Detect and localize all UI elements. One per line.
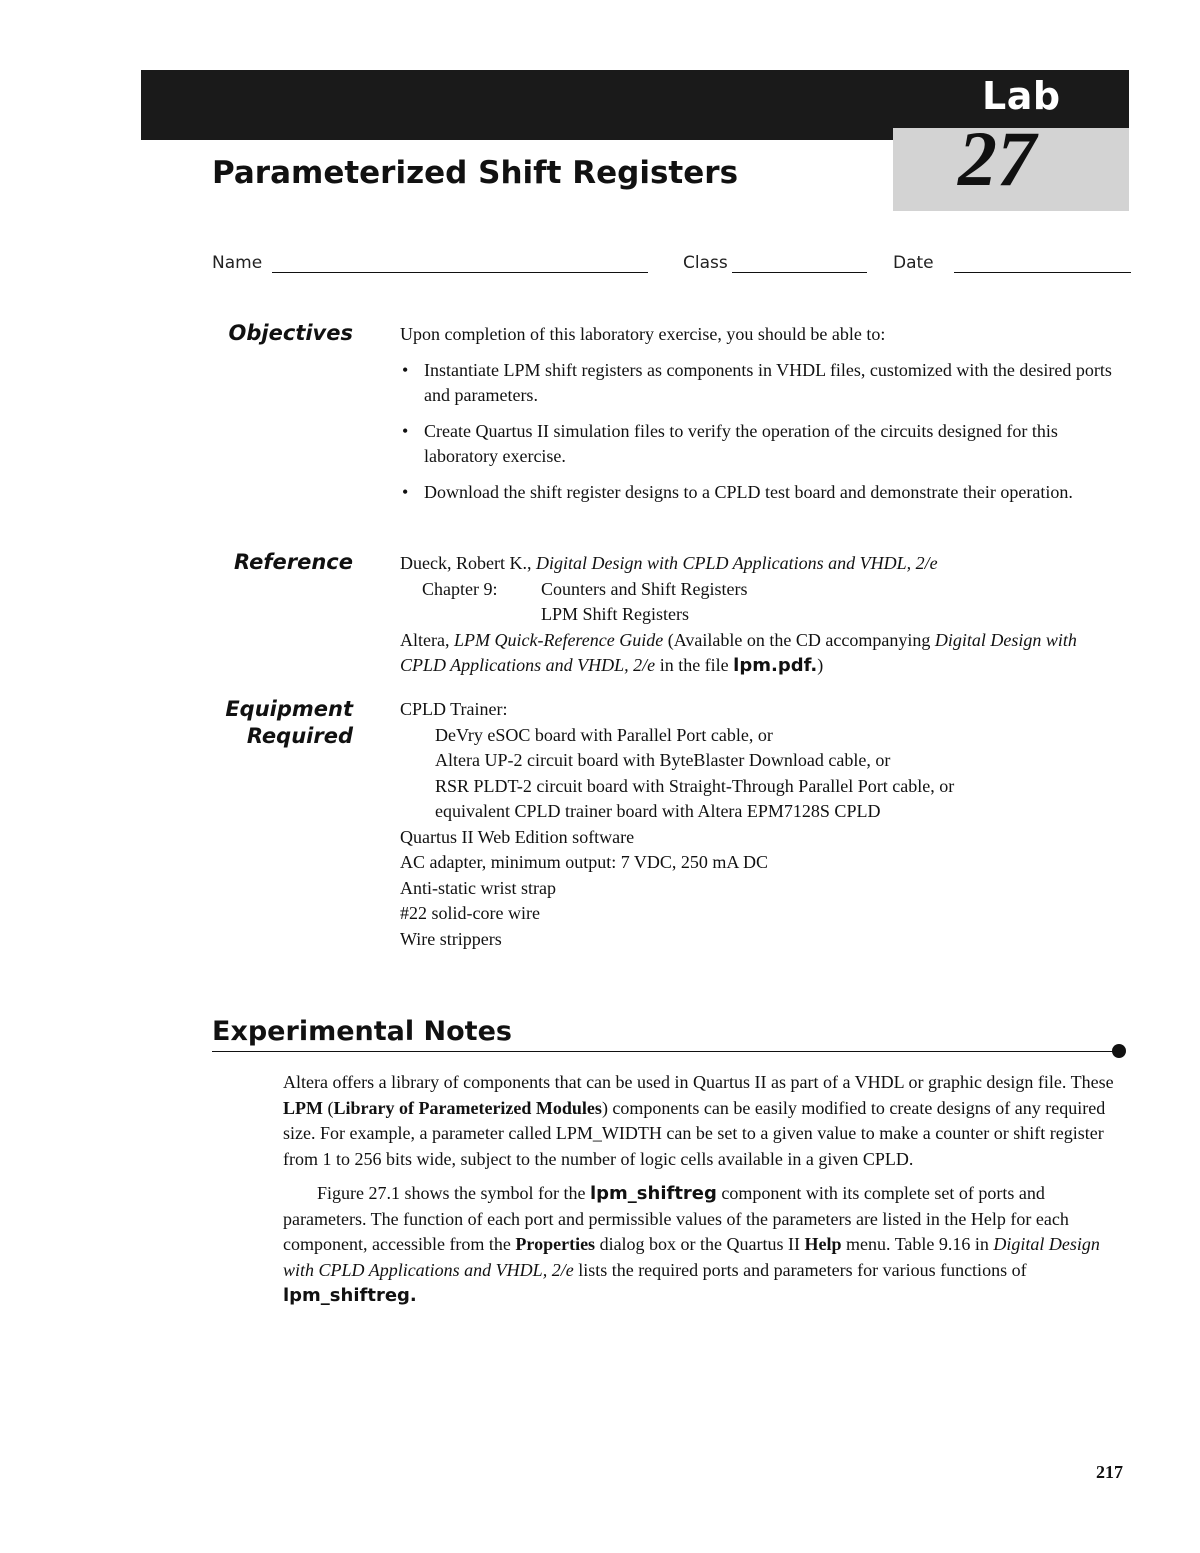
class-label: Class [683, 253, 728, 273]
experimental-notes-body [283, 1070, 1123, 1318]
lab-label: Lab [982, 74, 1061, 118]
equipment-item: Quartus II Web Edition software [400, 826, 635, 847]
trainer-heading: CPLD Trainer: [400, 699, 508, 719]
reference-book-line: Dueck, Robert K., Digital Design with CPLD Applications and VHDL, 2/e [400, 553, 938, 573]
objectives-section [400, 322, 1120, 505]
date-field-line[interactable] [954, 272, 1131, 273]
objectives-intro: Upon completion of this laboratory exercise, you should be able to: [400, 324, 886, 344]
section-heading: Experimental Notes [212, 1016, 512, 1047]
objective-item: • Download the shift register designs to a CPLD test board and demonstrate their operation. [402, 481, 1073, 502]
objectives-label: Objectives [228, 321, 353, 345]
equipment-section [400, 697, 1120, 952]
name-label: Name [212, 253, 263, 273]
objectives-list [400, 358, 1120, 506]
trainer-option: Altera UP-2 circuit board with ByteBlaster Download cable, or [435, 750, 891, 770]
reference-section [400, 551, 1120, 679]
notes-paragraph: Altera offers a library of components that can be used in Quartus II as part of a VHDL or graphic design file. These LPM (Library of Parameterized Modules) components can be easily modified to create designs of any required size. For example, a parameter called LPM_WIDTH can be set to a given value to make a counter or shift register from 1 to 256 bits wide, subject to the number of logic cells available in a given CPLD. [283, 1072, 1114, 1169]
equipment-item: Wire strippers [400, 928, 502, 949]
section-rule [212, 1051, 1117, 1052]
trainer-option: DeVry eSOC board with Parallel Port cable, or [435, 724, 773, 745]
reference-label: Reference [234, 550, 353, 574]
reference-altera: Altera, LPM Quick-Reference Guide (Available on the CD accompanying Digital Design with CPLD Applications and VHDL, 2/e in the file lpm.pdf.) [400, 629, 1077, 676]
objective-item: • Instantiate LPM shift registers as components in VHDL files, customized with the desired ports and parameters. [402, 359, 1112, 405]
trainer-option: RSR PLDT-2 circuit board with Straight-Through Parallel Port cable, or [435, 775, 955, 796]
page-number: 217 [1096, 1462, 1123, 1482]
equipment-item: Anti-static wrist strap [400, 877, 556, 898]
trainer-option: equivalent CPLD trainer board with Altera EPM7128S CPLD [435, 801, 881, 821]
section-dot [1112, 1044, 1126, 1058]
equipment-label: Equipment Required [225, 697, 353, 748]
class-field-line[interactable] [732, 272, 867, 273]
name-field-line[interactable] [272, 272, 648, 273]
date-label: Date [893, 253, 934, 273]
notes-paragraph: Figure 27.1 shows the symbol for the lpm_shiftreg component with its complete set of ports and parameters. The function of each port and permissible values of the parameters are listed in the Help for each component, accessible from the Properties dialog box or the Quartus II Help menu. Table 9.16 in Digital Design with CPLD Applications and VHDL, 2/e lists the required ports and parameters for various functions of lpm_shiftreg. [283, 1183, 1100, 1306]
objective-item: • Create Quartus II simulation files to verify the operation of the circuits designed for this laboratory exercise. [402, 420, 1058, 466]
reference-subtopic: LPM Shift Registers [541, 604, 690, 624]
reference-chapter: Chapter 9: Counters and Shift Registers [422, 578, 748, 599]
equipment-item: #22 solid-core wire [400, 903, 540, 923]
equipment-item: AC adapter, minimum output: 7 VDC, 250 mA DC [400, 852, 768, 872]
page-title: Parameterized Shift Registers [212, 155, 739, 191]
lab-number: 27 [958, 115, 1036, 202]
